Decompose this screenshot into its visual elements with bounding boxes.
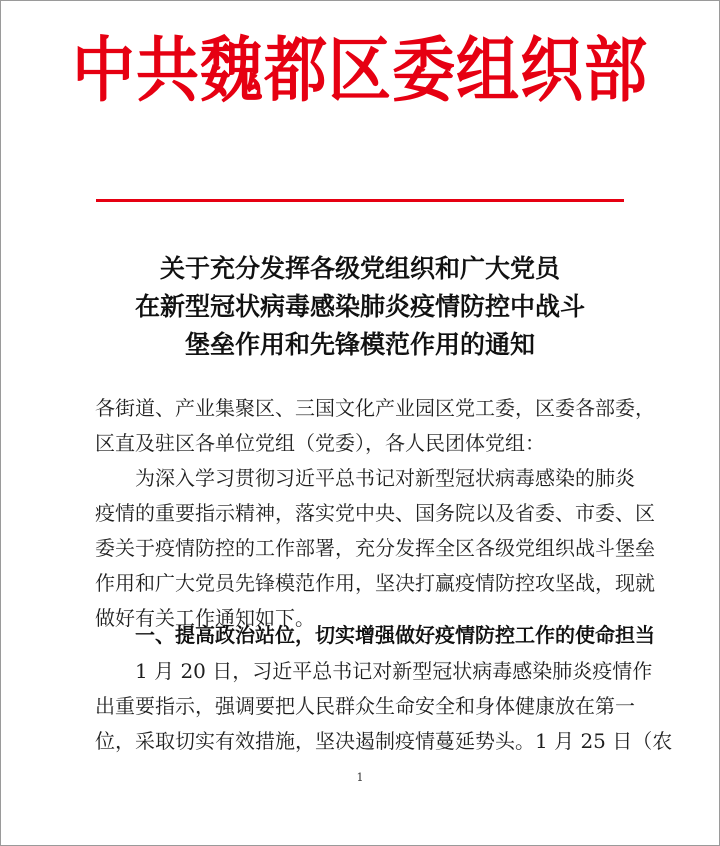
- addressee-line: 各街道、产业集聚区、三国文化产业园区党工委，区委各部委，: [95, 396, 655, 420]
- title-line-1: 关于充分发挥各级党组织和广大党员: [159, 254, 560, 283]
- masthead-title: 中共魏都区委组织部: [72, 29, 648, 112]
- page-number: 1: [356, 771, 364, 784]
- addressee-line: 区直及驻区各单位党组（党委），各人民团体党组：: [95, 431, 545, 455]
- addressee-block: [95, 391, 655, 461]
- paragraph-line: 做好有关工作通知如下。: [95, 606, 315, 630]
- document-title: [0, 250, 720, 364]
- red-divider-line: [96, 199, 624, 202]
- paragraph-line: 位，采取切实有效措施，坚决遏制疫情蔓延势头。1 月 25 日（农: [95, 729, 673, 753]
- paragraph-line: 委关于疫情防控的工作部署，充分发挥全区各级党组织战斗堡垒: [95, 536, 655, 560]
- paragraph-line: 1 月 20 日，习近平总书记对新型冠状病毒感染肺炎疫情作: [135, 659, 653, 683]
- paragraph-section-1: [95, 654, 673, 759]
- paragraph-line: 为深入学习贯彻习近平总书记对新型冠状病毒感染的肺炎: [135, 466, 635, 490]
- title-line-2: 在新型冠状病毒感染肺炎疫情防控中战斗: [134, 292, 585, 321]
- paragraph-line: 作用和广大党员先锋模范作用，坚决打赢疫情防控攻坚战，现就: [95, 571, 655, 595]
- paragraph-line: 疫情的重要指示精神，落实党中央、国务院以及省委、市委、区: [95, 501, 655, 525]
- paragraph-line: 出重要指示，强调要把人民群众生命安全和身体健康放在第一: [95, 694, 635, 718]
- title-line-3: 堡垒作用和先锋模范作用的通知: [184, 330, 535, 359]
- section-heading-1: 一、提高政治站位，切实增强做好疫情防控工作的使命担当: [135, 623, 655, 647]
- paragraph-intro: [95, 461, 655, 636]
